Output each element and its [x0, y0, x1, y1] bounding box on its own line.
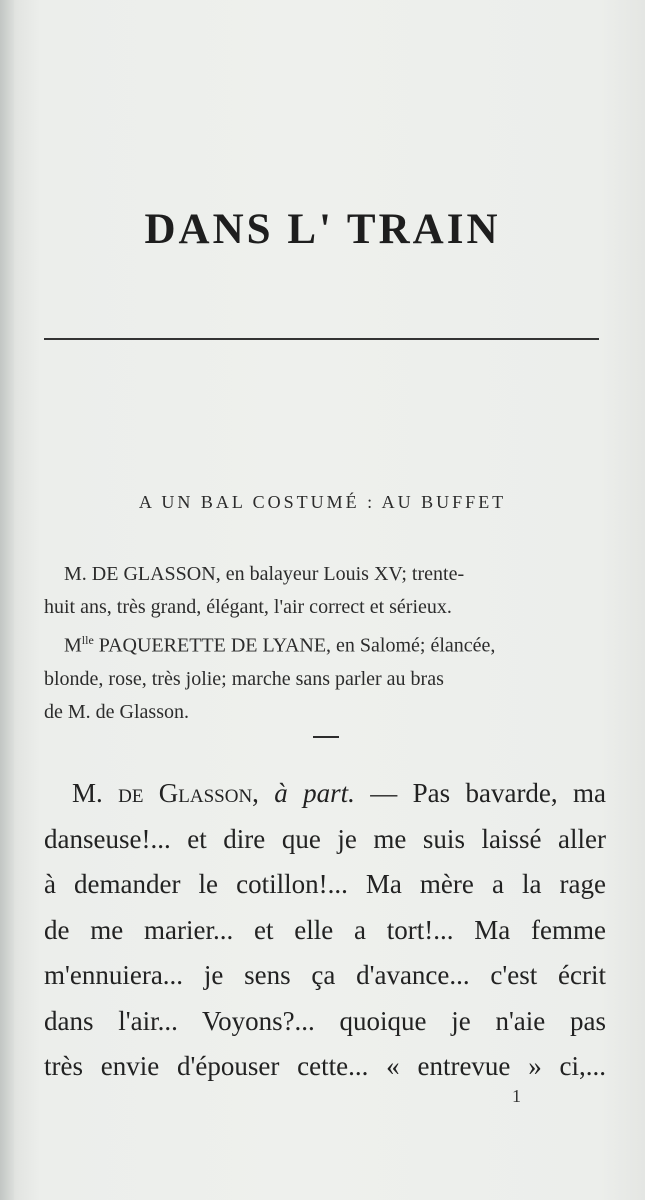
dialogue-paragraph [44, 771, 606, 1090]
page-binding-edge [0, 0, 14, 1200]
cast-description: de M. de Glasson. [44, 700, 189, 723]
section-separator [313, 736, 339, 738]
cast-entry-glasson [44, 558, 604, 624]
cast-name-prefix: M [64, 634, 82, 657]
scene-heading: A UN BAL COSTUMÉ : AU BUFFET [138, 492, 507, 512]
stage-direction: à part. [274, 778, 355, 808]
dialogue-line: M. de Glasson, à part. — Pas bavarde, ma [72, 778, 606, 808]
dialogue-line: dans l'air... Voyons?... quoique je n'aie pas [44, 1005, 606, 1036]
cast-description: , en Salomé; élancée, [326, 634, 496, 657]
dialogue-line: très envie d'épouser cette... « entrevue » ci,... [44, 1051, 606, 1081]
cast-name: M. DE GLASSON [64, 563, 216, 585]
speaker-name: M. de Glasson, [72, 778, 259, 808]
page-number: 1 [512, 1086, 521, 1106]
cast-description: , en balayeur Louis XV; trente- [215, 563, 465, 585]
dialogue-line: de me marier... et elle a tort!... Ma femme [44, 914, 606, 945]
dialogue-line: danseuse!... et dire que je me suis laissé aller [44, 823, 606, 854]
chapter-title: DANS L' TRAIN [144, 206, 501, 253]
cast-name-superscript: lle [81, 633, 94, 647]
title-rule [44, 338, 599, 340]
cast-description: blonde, rose, très jolie; marche sans parler au bras [44, 667, 444, 690]
cast-name: PAQUERETTE DE LYANE [93, 634, 327, 657]
dialogue-line: m'ennuiera... je sens ça d'avance... c'est écrit [44, 960, 606, 990]
cast-entry-paquerette [44, 624, 604, 729]
dialogue-line: à demander le cotillon!... Ma mère a la rage [44, 869, 606, 899]
cast-description: huit ans, très grand, élégant, l'air correct et sérieux. [44, 596, 452, 618]
